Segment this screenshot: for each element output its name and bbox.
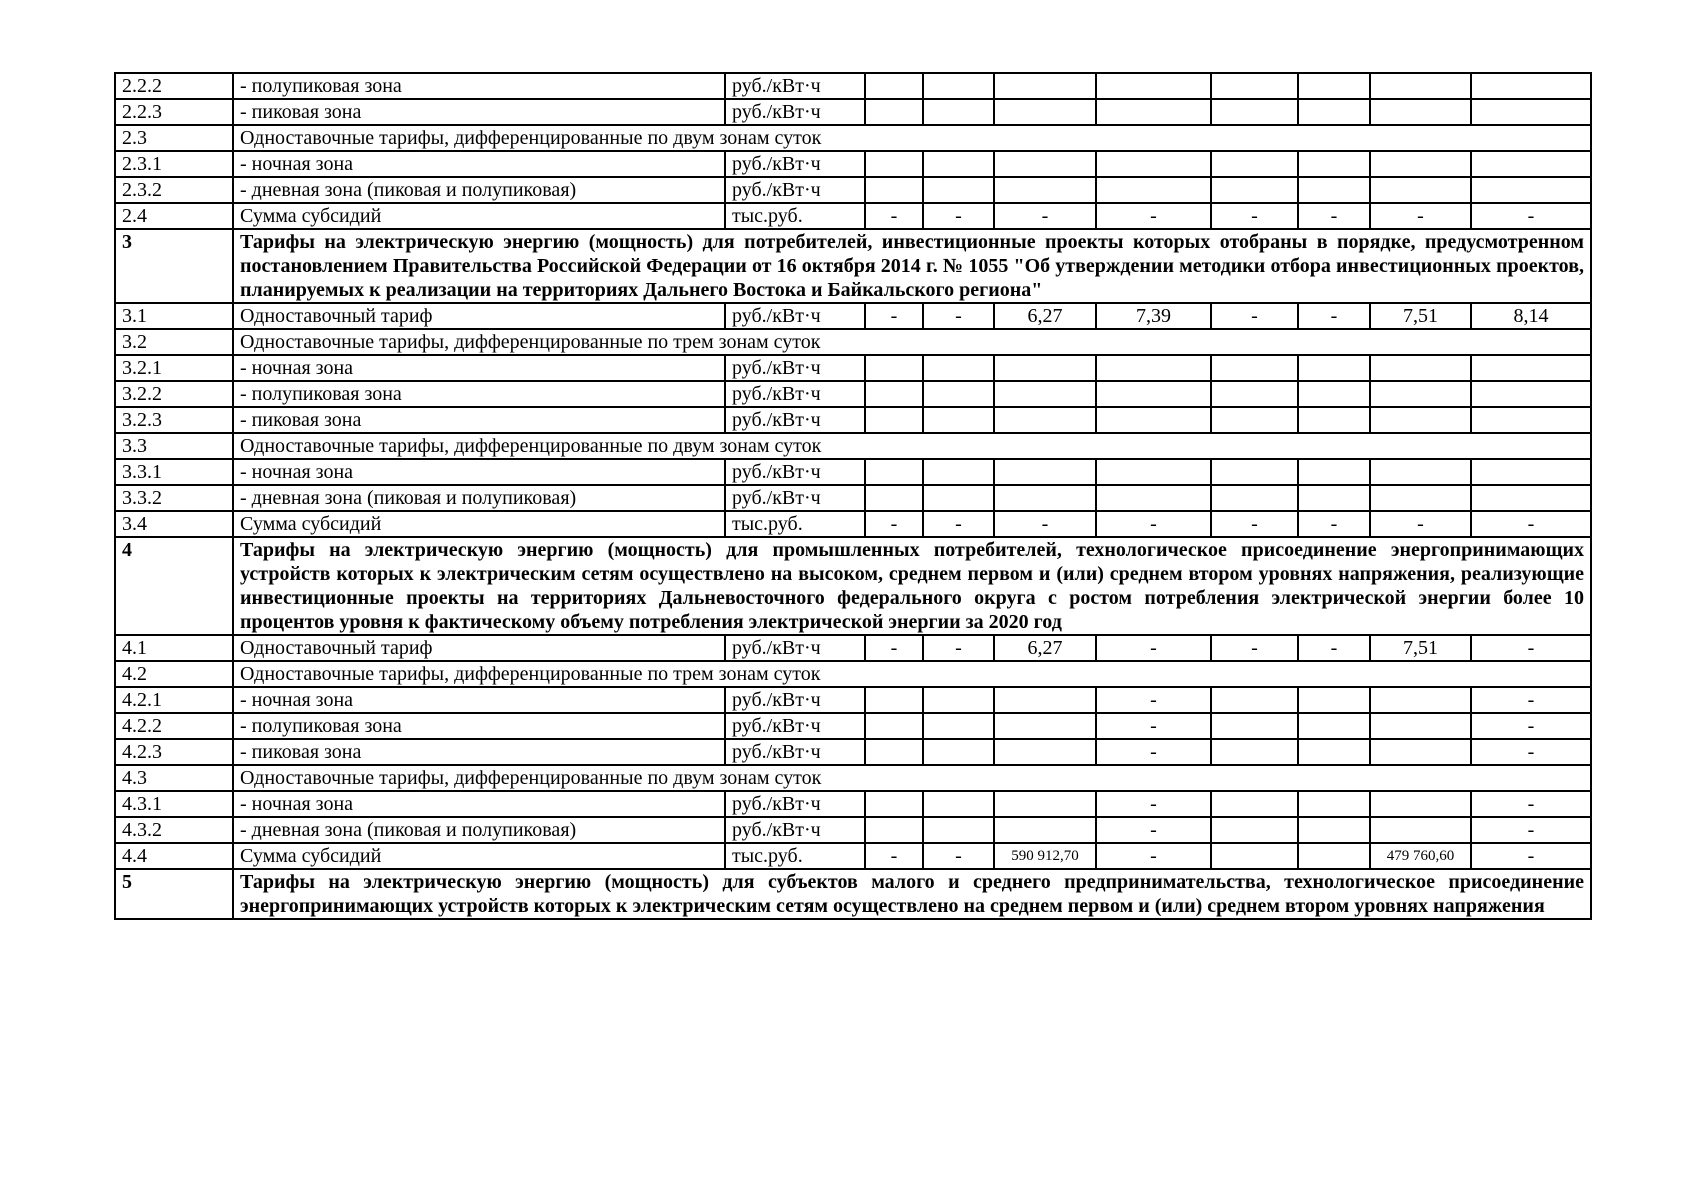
table-row <box>115 843 1591 869</box>
value-cell <box>865 355 923 381</box>
value-cell: - <box>1471 687 1591 713</box>
value-cell <box>1211 791 1298 817</box>
row-number: 4.3.1 <box>115 791 233 817</box>
value-cell <box>1211 687 1298 713</box>
row-name: Сумма субсидий <box>233 203 725 229</box>
row-unit: руб./кВт·ч <box>725 635 865 661</box>
value-cell <box>994 713 1096 739</box>
value-cell <box>994 485 1096 511</box>
value-cell <box>1211 713 1298 739</box>
value-cell: - <box>865 511 923 537</box>
value-cell <box>1370 407 1471 433</box>
value-cell <box>865 381 923 407</box>
row-name: - полупиковая зона <box>233 381 725 407</box>
value-cell <box>1096 459 1211 485</box>
row-name: - ночная зона <box>233 791 725 817</box>
value-cell <box>923 73 994 99</box>
row-unit: руб./кВт·ч <box>725 687 865 713</box>
value-cell <box>1298 355 1370 381</box>
value-cell <box>865 485 923 511</box>
row-number: 3.2.3 <box>115 407 233 433</box>
value-cell <box>1298 843 1370 869</box>
value-cell <box>1298 713 1370 739</box>
value-cell: - <box>1211 203 1298 229</box>
row-number: 3.2.2 <box>115 381 233 407</box>
value-cell <box>1211 739 1298 765</box>
value-cell: 7,39 <box>1096 303 1211 329</box>
table-row <box>115 203 1591 229</box>
row-number: 2.3.1 <box>115 151 233 177</box>
row-unit: руб./кВт·ч <box>725 739 865 765</box>
value-cell <box>1370 73 1471 99</box>
value-cell <box>1211 843 1298 869</box>
value-cell: - <box>1471 203 1591 229</box>
value-cell <box>1298 151 1370 177</box>
value-cell: - <box>1471 511 1591 537</box>
table-row <box>115 635 1591 661</box>
value-cell: - <box>1096 817 1211 843</box>
row-number: 4.4 <box>115 843 233 869</box>
value-cell <box>923 177 994 203</box>
value-cell <box>994 355 1096 381</box>
row-unit: руб./кВт·ч <box>725 459 865 485</box>
value-cell <box>1298 485 1370 511</box>
value-cell <box>1471 99 1591 125</box>
row-number: 4.3.2 <box>115 817 233 843</box>
value-cell <box>1370 485 1471 511</box>
value-cell: 7,51 <box>1370 635 1471 661</box>
value-cell <box>865 791 923 817</box>
subgroup-title: Одноставочные тарифы, дифференцированные по двум зонам суток <box>233 125 1591 151</box>
subgroup-row <box>115 125 1591 151</box>
value-cell <box>1370 177 1471 203</box>
value-cell: - <box>1471 817 1591 843</box>
section-number: 3 <box>115 229 233 303</box>
value-cell: - <box>923 203 994 229</box>
row-number: 2.2.3 <box>115 99 233 125</box>
row-number: 2.3.2 <box>115 177 233 203</box>
row-number: 2.3 <box>115 125 233 151</box>
value-cell <box>923 687 994 713</box>
value-cell <box>1096 407 1211 433</box>
value-cell <box>923 485 994 511</box>
value-cell <box>1298 381 1370 407</box>
value-cell <box>1096 99 1211 125</box>
value-cell: - <box>923 511 994 537</box>
table-row <box>115 713 1591 739</box>
value-cell <box>1298 177 1370 203</box>
row-name: - дневная зона (пиковая и полупиковая) <box>233 817 725 843</box>
value-cell: 6,27 <box>994 635 1096 661</box>
value-cell <box>923 713 994 739</box>
value-cell <box>1370 687 1471 713</box>
row-number: 3.3.1 <box>115 459 233 485</box>
value-cell: 479 760,60 <box>1370 843 1471 869</box>
section-row <box>115 537 1591 635</box>
value-cell <box>1211 485 1298 511</box>
value-cell <box>1211 407 1298 433</box>
row-name: Сумма субсидий <box>233 511 725 537</box>
row-number: 4.2.2 <box>115 713 233 739</box>
value-cell <box>1096 381 1211 407</box>
value-cell <box>1298 687 1370 713</box>
value-cell: - <box>923 303 994 329</box>
table-row <box>115 407 1591 433</box>
row-number: 3.2 <box>115 329 233 355</box>
value-cell <box>994 407 1096 433</box>
row-unit: руб./кВт·ч <box>725 303 865 329</box>
value-cell <box>994 459 1096 485</box>
row-number: 2.4 <box>115 203 233 229</box>
row-name: - ночная зона <box>233 151 725 177</box>
value-cell <box>994 99 1096 125</box>
row-name: Сумма субсидий <box>233 843 725 869</box>
table-row <box>115 303 1591 329</box>
value-cell: - <box>923 635 994 661</box>
value-cell <box>1471 177 1591 203</box>
row-unit: руб./кВт·ч <box>725 151 865 177</box>
value-cell <box>994 817 1096 843</box>
row-name: - дневная зона (пиковая и полупиковая) <box>233 177 725 203</box>
value-cell <box>1211 151 1298 177</box>
value-cell <box>1298 99 1370 125</box>
table-row <box>115 511 1591 537</box>
row-number: 4.2 <box>115 661 233 687</box>
value-cell <box>923 407 994 433</box>
value-cell <box>994 151 1096 177</box>
row-name: - полупиковая зона <box>233 713 725 739</box>
row-number: 3.4 <box>115 511 233 537</box>
value-cell <box>1298 407 1370 433</box>
subgroup-row <box>115 433 1591 459</box>
section-title: Тарифы на электрическую энергию (мощность) для промышленных потребителей, технологическое присоединение энергопринимающих устройств которых к электрическим сетям осуществлено на высоком, среднем первом и (или) среднем втором уровнях напряжения, реализующие инвестиционные проекты на территориях Дальневосточного федерального округа с ростом потребления электрической энергии более 10 процентов уровня к фактическому объему потребления электрической энергии за 2020 год <box>233 537 1591 635</box>
value-cell <box>1298 791 1370 817</box>
value-cell <box>865 713 923 739</box>
value-cell <box>865 73 923 99</box>
value-cell <box>994 791 1096 817</box>
value-cell <box>1370 381 1471 407</box>
row-name: - пиковая зона <box>233 739 725 765</box>
value-cell: 6,27 <box>994 303 1096 329</box>
table-row <box>115 73 1591 99</box>
table-row <box>115 817 1591 843</box>
section-row <box>115 229 1591 303</box>
table-row <box>115 459 1591 485</box>
value-cell <box>923 151 994 177</box>
subgroup-title: Одноставочные тарифы, дифференцированные по трем зонам суток <box>233 329 1591 355</box>
value-cell <box>923 791 994 817</box>
value-cell <box>1471 407 1591 433</box>
value-cell <box>923 381 994 407</box>
subgroup-title: Одноставочные тарифы, дифференцированные по трем зонам суток <box>233 661 1591 687</box>
value-cell: - <box>1096 739 1211 765</box>
value-cell: - <box>1096 511 1211 537</box>
value-cell: 7,51 <box>1370 303 1471 329</box>
subgroup-title: Одноставочные тарифы, дифференцированные по двум зонам суток <box>233 433 1591 459</box>
section-number: 4 <box>115 537 233 635</box>
value-cell <box>1370 791 1471 817</box>
value-cell <box>1096 151 1211 177</box>
row-unit: руб./кВт·ч <box>725 817 865 843</box>
value-cell: - <box>1211 303 1298 329</box>
value-cell <box>1211 73 1298 99</box>
value-cell <box>994 73 1096 99</box>
value-cell: - <box>1298 303 1370 329</box>
value-cell <box>1211 817 1298 843</box>
value-cell: - <box>865 203 923 229</box>
value-cell <box>1471 381 1591 407</box>
value-cell: - <box>1471 791 1591 817</box>
row-number: 3.3 <box>115 433 233 459</box>
row-number: 4.1 <box>115 635 233 661</box>
value-cell <box>1096 485 1211 511</box>
row-name: - пиковая зона <box>233 99 725 125</box>
value-cell <box>1096 177 1211 203</box>
value-cell: - <box>1370 203 1471 229</box>
value-cell <box>1211 177 1298 203</box>
row-unit: руб./кВт·ч <box>725 99 865 125</box>
table-row <box>115 99 1591 125</box>
subgroup-row <box>115 329 1591 355</box>
value-cell <box>1211 99 1298 125</box>
value-cell <box>923 355 994 381</box>
table-body <box>115 73 1591 919</box>
row-unit: тыс.руб. <box>725 203 865 229</box>
value-cell <box>923 817 994 843</box>
value-cell: - <box>1298 635 1370 661</box>
value-cell: - <box>1096 687 1211 713</box>
value-cell: - <box>1096 635 1211 661</box>
value-cell: - <box>994 511 1096 537</box>
value-cell <box>865 151 923 177</box>
table-row <box>115 485 1591 511</box>
row-number: 2.2.2 <box>115 73 233 99</box>
row-name: - пиковая зона <box>233 407 725 433</box>
table-row <box>115 381 1591 407</box>
row-unit: тыс.руб. <box>725 511 865 537</box>
row-unit: руб./кВт·ч <box>725 791 865 817</box>
value-cell <box>1471 485 1591 511</box>
value-cell <box>923 739 994 765</box>
row-number: 3.2.1 <box>115 355 233 381</box>
value-cell <box>1211 459 1298 485</box>
value-cell: - <box>1096 203 1211 229</box>
table-row <box>115 151 1591 177</box>
value-cell: - <box>1096 713 1211 739</box>
table-row <box>115 687 1591 713</box>
value-cell <box>1471 355 1591 381</box>
section-number: 5 <box>115 869 233 919</box>
row-name: Одноставочный тариф <box>233 303 725 329</box>
row-number: 3.3.2 <box>115 485 233 511</box>
value-cell <box>865 177 923 203</box>
value-cell <box>1370 355 1471 381</box>
value-cell <box>865 459 923 485</box>
value-cell <box>1211 381 1298 407</box>
value-cell: - <box>1471 713 1591 739</box>
value-cell <box>1370 713 1471 739</box>
value-cell: - <box>1096 791 1211 817</box>
value-cell: - <box>865 843 923 869</box>
value-cell: 8,14 <box>1471 303 1591 329</box>
row-name: - ночная зона <box>233 459 725 485</box>
value-cell <box>865 739 923 765</box>
value-cell <box>1370 151 1471 177</box>
row-name: - ночная зона <box>233 687 725 713</box>
value-cell <box>1370 99 1471 125</box>
value-cell: - <box>1471 739 1591 765</box>
value-cell: 590 912,70 <box>994 843 1096 869</box>
value-cell: - <box>1298 203 1370 229</box>
value-cell: - <box>1471 635 1591 661</box>
row-unit: руб./кВт·ч <box>725 177 865 203</box>
row-unit: руб./кВт·ч <box>725 381 865 407</box>
subgroup-title: Одноставочные тарифы, дифференцированные по двум зонам суток <box>233 765 1591 791</box>
value-cell <box>1370 739 1471 765</box>
row-name: - полупиковая зона <box>233 73 725 99</box>
value-cell: - <box>1211 511 1298 537</box>
value-cell: - <box>865 635 923 661</box>
table-row <box>115 177 1591 203</box>
value-cell <box>1471 73 1591 99</box>
row-unit: руб./кВт·ч <box>725 407 865 433</box>
value-cell <box>1211 355 1298 381</box>
value-cell <box>865 407 923 433</box>
row-name: - ночная зона <box>233 355 725 381</box>
value-cell <box>865 817 923 843</box>
section-title: Тарифы на электрическую энергию (мощность) для субъектов малого и среднего предпринимательства, технологическое присоединение энергопринимающих устройств которых к электрическим сетям осуществлено на среднем первом и (или) среднем втором уровнях напряжения <box>233 869 1591 919</box>
row-number: 4.3 <box>115 765 233 791</box>
value-cell <box>1370 817 1471 843</box>
value-cell: - <box>1096 843 1211 869</box>
value-cell <box>1471 151 1591 177</box>
subgroup-row <box>115 661 1591 687</box>
value-cell <box>994 687 1096 713</box>
value-cell <box>1298 73 1370 99</box>
row-number: 4.2.1 <box>115 687 233 713</box>
value-cell <box>994 739 1096 765</box>
row-number: 4.2.3 <box>115 739 233 765</box>
row-unit: руб./кВт·ч <box>725 485 865 511</box>
row-number: 3.1 <box>115 303 233 329</box>
value-cell <box>923 99 994 125</box>
value-cell: - <box>1471 843 1591 869</box>
value-cell: - <box>1298 511 1370 537</box>
table-row <box>115 355 1591 381</box>
value-cell <box>865 99 923 125</box>
section-row <box>115 869 1591 919</box>
value-cell <box>865 687 923 713</box>
table-row <box>115 739 1591 765</box>
row-unit: тыс.руб. <box>725 843 865 869</box>
value-cell <box>1471 459 1591 485</box>
value-cell <box>1370 459 1471 485</box>
value-cell <box>923 459 994 485</box>
subgroup-row <box>115 765 1591 791</box>
value-cell <box>1096 73 1211 99</box>
section-title: Тарифы на электрическую энергию (мощность) для потребителей, инвестиционные проекты которых отобраны в порядке, предусмотренном постановлением Правительства Российской Федерации от 16 октября 2014 г. № 1055 "Об утверждении методики отбора инвестиционных проектов, планируемых к реализации на территориях Дальнего Востока и Байкальского региона" <box>233 229 1591 303</box>
value-cell: - <box>1370 511 1471 537</box>
row-unit: руб./кВт·ч <box>725 713 865 739</box>
row-name: - дневная зона (пиковая и полупиковая) <box>233 485 725 511</box>
value-cell: - <box>865 303 923 329</box>
table-row <box>115 791 1591 817</box>
value-cell <box>994 177 1096 203</box>
value-cell <box>1298 459 1370 485</box>
tariff-table <box>114 72 1592 920</box>
value-cell: - <box>1211 635 1298 661</box>
row-unit: руб./кВт·ч <box>725 73 865 99</box>
value-cell <box>1298 739 1370 765</box>
value-cell <box>1096 355 1211 381</box>
value-cell <box>994 381 1096 407</box>
value-cell <box>1298 817 1370 843</box>
value-cell: - <box>923 843 994 869</box>
row-name: Одноставочный тариф <box>233 635 725 661</box>
value-cell: - <box>994 203 1096 229</box>
row-unit: руб./кВт·ч <box>725 355 865 381</box>
